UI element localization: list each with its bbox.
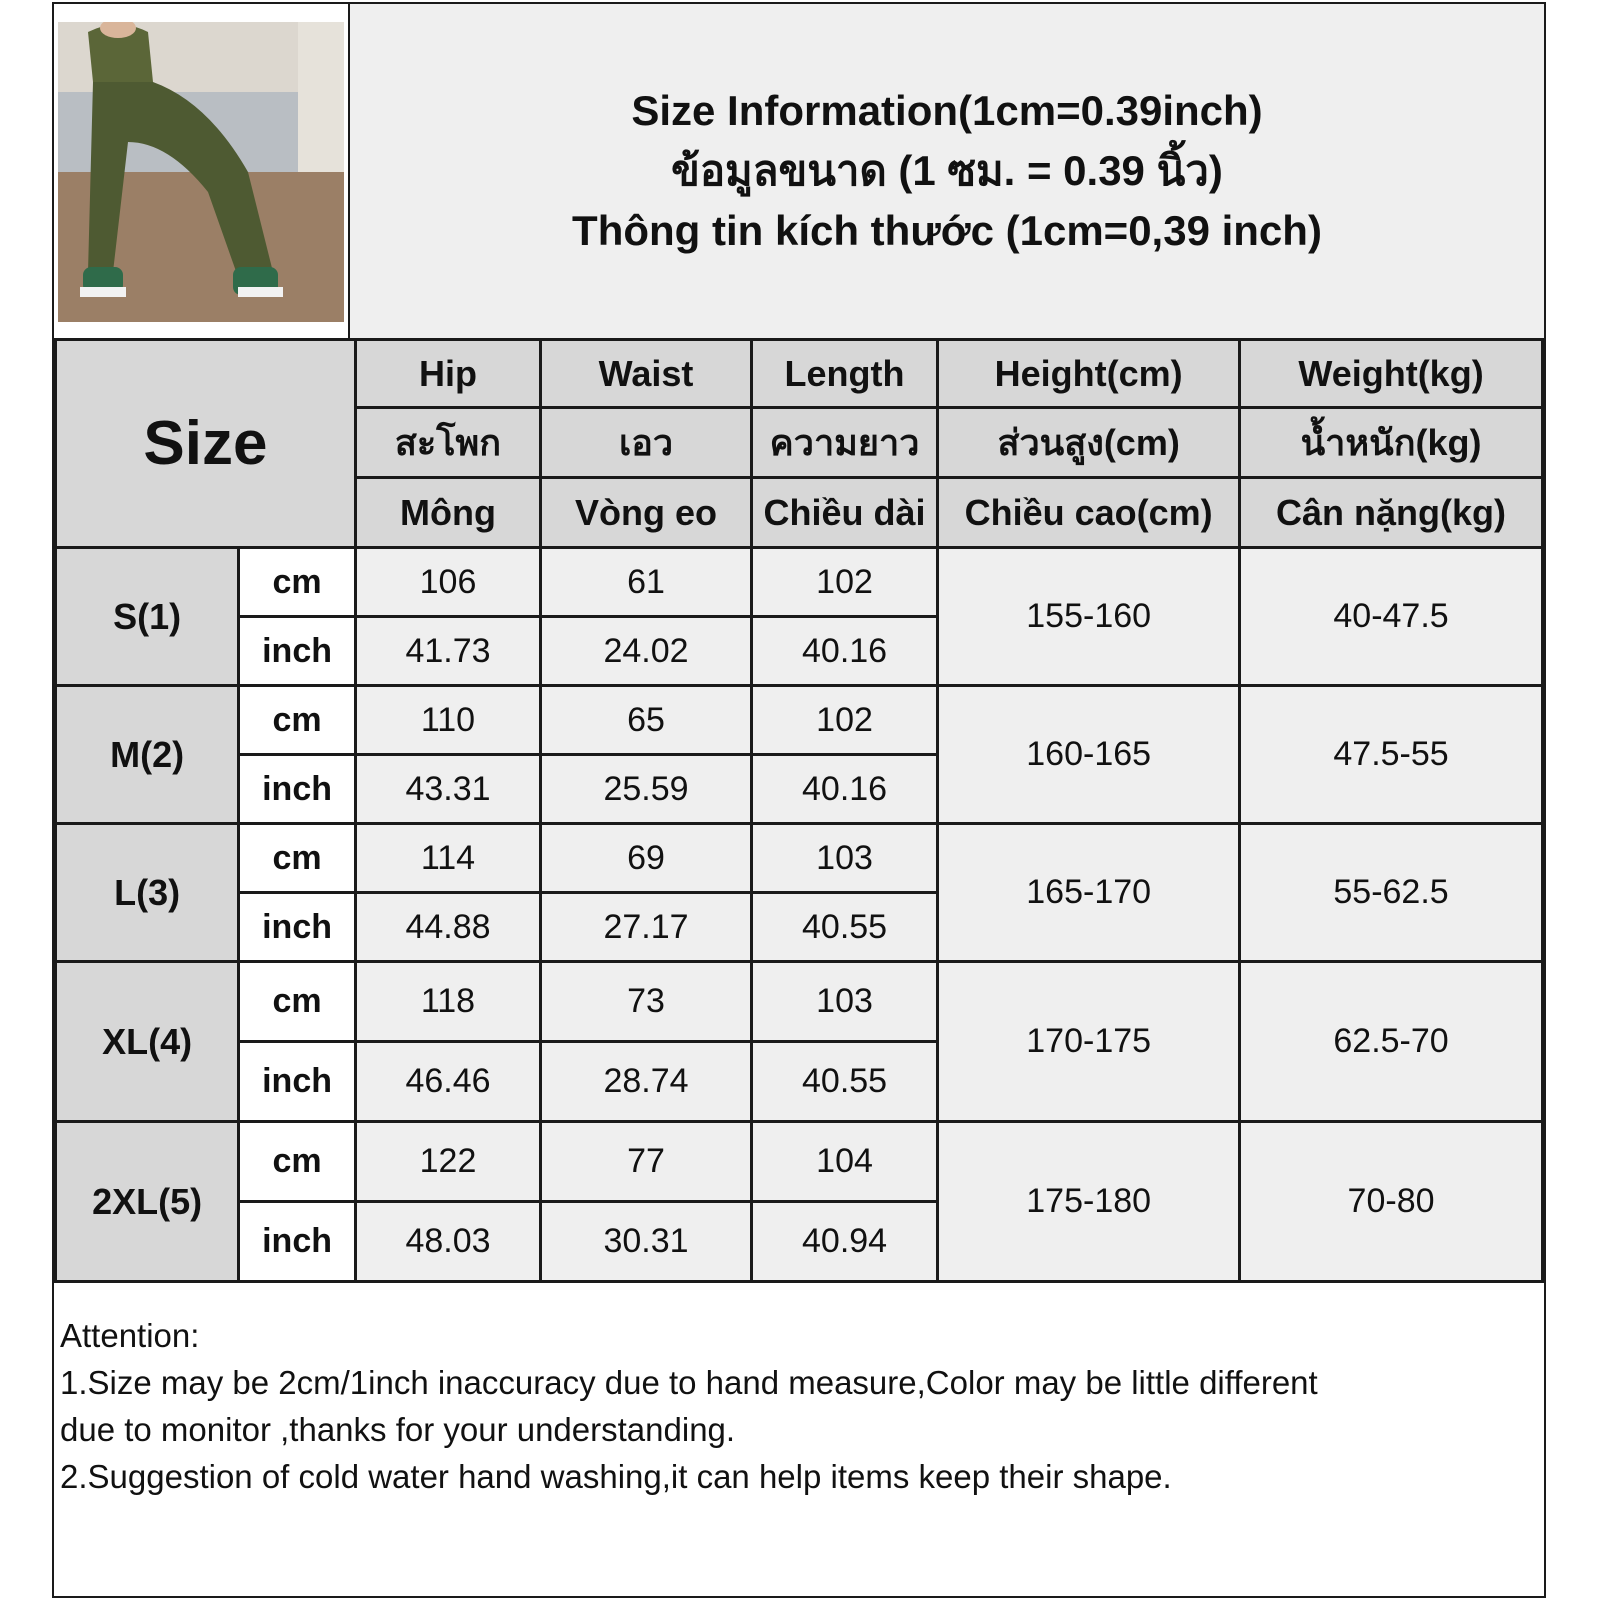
header-hip: Hip <box>355 340 540 408</box>
note-1-line-1: 1.Size may be 2cm/1inch inaccuracy due to hand measure,Color may be little different <box>60 1364 1318 1401</box>
unit-cm: cm <box>239 548 355 617</box>
header-waist-vietnamese: Vòng eo <box>541 478 752 548</box>
unit-cm: cm <box>239 962 355 1042</box>
table-row <box>56 548 1543 617</box>
waist-cm: 77 <box>541 1122 752 1202</box>
header-length: Length <box>751 340 937 408</box>
hip-inch: 48.03 <box>355 1202 540 1282</box>
length-cm: 102 <box>751 548 937 617</box>
table-row <box>56 686 1543 755</box>
height-range: 165-170 <box>938 824 1240 962</box>
waist-inch: 30.31 <box>541 1202 752 1282</box>
weight-range: 47.5-55 <box>1240 686 1543 824</box>
weight-range: 70-80 <box>1240 1122 1543 1282</box>
unit-inch: inch <box>239 755 355 824</box>
model-wearing-pants-image <box>58 22 344 322</box>
unit-cm: cm <box>239 1122 355 1202</box>
header-weight-thai: น้ำหนัก(kg) <box>1240 408 1543 478</box>
title-english: Size Information(1cm=0.39inch) <box>631 87 1263 134</box>
note-1-line-2: due to monitor ,thanks for your understanding. <box>60 1411 736 1448</box>
header-height: Height(cm) <box>938 340 1240 408</box>
length-inch: 40.94 <box>751 1202 937 1282</box>
length-cm: 104 <box>751 1122 937 1202</box>
length-cm: 102 <box>751 686 937 755</box>
hip-cm: 122 <box>355 1122 540 1202</box>
unit-cm: cm <box>239 686 355 755</box>
size-label: 2XL(5) <box>56 1122 239 1282</box>
waist-inch: 27.17 <box>541 893 752 962</box>
hip-inch: 44.88 <box>355 893 540 962</box>
waist-cm: 61 <box>541 548 752 617</box>
attention-notes <box>60 1312 1530 1500</box>
hip-cm: 118 <box>355 962 540 1042</box>
hip-inch: 43.31 <box>355 755 540 824</box>
hip-cm: 106 <box>355 548 540 617</box>
height-range: 175-180 <box>938 1122 1240 1282</box>
waist-cm: 73 <box>541 962 752 1042</box>
product-photo <box>54 4 350 338</box>
unit-inch: inch <box>239 1202 355 1282</box>
height-range: 170-175 <box>938 962 1240 1122</box>
note-2: 2.Suggestion of cold water hand washing,it can help items keep their shape. <box>60 1458 1172 1495</box>
length-inch: 40.16 <box>751 755 937 824</box>
waist-inch: 24.02 <box>541 617 752 686</box>
height-range: 155-160 <box>938 548 1240 686</box>
unit-inch: inch <box>239 617 355 686</box>
length-inch: 40.55 <box>751 1042 937 1122</box>
size-table <box>54 338 1544 1283</box>
size-label: S(1) <box>56 548 239 686</box>
size-label: XL(4) <box>56 962 239 1122</box>
size-info-title <box>350 4 1544 338</box>
header-waist-thai: เอว <box>541 408 752 478</box>
waist-inch: 28.74 <box>541 1042 752 1122</box>
hip-cm: 110 <box>355 686 540 755</box>
size-header: Size <box>56 340 356 548</box>
header-weight: Weight(kg) <box>1240 340 1543 408</box>
table-row <box>56 1122 1543 1202</box>
waist-cm: 65 <box>541 686 752 755</box>
hip-inch: 46.46 <box>355 1042 540 1122</box>
height-range: 160-165 <box>938 686 1240 824</box>
header-waist: Waist <box>541 340 752 408</box>
title-thai: ข้อมูลขนาด (1 ซม. = 0.39 นิ้ว) <box>671 147 1223 194</box>
length-cm: 103 <box>751 962 937 1042</box>
header-hip-thai: สะโพก <box>355 408 540 478</box>
header-height-vietnamese: Chiều cao(cm) <box>938 478 1240 548</box>
title-vietnamese: Thông tin kích thước (1cm=0,39 inch) <box>572 207 1322 254</box>
weight-range: 40-47.5 <box>1240 548 1543 686</box>
waist-inch: 25.59 <box>541 755 752 824</box>
unit-inch: inch <box>239 893 355 962</box>
header-hip-vietnamese: Mông <box>355 478 540 548</box>
table-row <box>56 962 1543 1042</box>
length-cm: 103 <box>751 824 937 893</box>
unit-inch: inch <box>239 1042 355 1122</box>
waist-cm: 69 <box>541 824 752 893</box>
header-height-thai: ส่วนสูง(cm) <box>938 408 1240 478</box>
size-chart-sheet <box>52 2 1546 1598</box>
attention-heading: Attention: <box>60 1317 200 1354</box>
length-inch: 40.16 <box>751 617 937 686</box>
header-length-thai: ความยาว <box>751 408 937 478</box>
unit-cm: cm <box>239 824 355 893</box>
size-label: L(3) <box>56 824 239 962</box>
weight-range: 62.5-70 <box>1240 962 1543 1122</box>
length-inch: 40.55 <box>751 893 937 962</box>
header-weight-vietnamese: Cân nặng(kg) <box>1240 478 1543 548</box>
table-row <box>56 824 1543 893</box>
hip-cm: 114 <box>355 824 540 893</box>
header-length-vietnamese: Chiều dài <box>751 478 937 548</box>
size-label: M(2) <box>56 686 239 824</box>
weight-range: 55-62.5 <box>1240 824 1543 962</box>
hip-inch: 41.73 <box>355 617 540 686</box>
